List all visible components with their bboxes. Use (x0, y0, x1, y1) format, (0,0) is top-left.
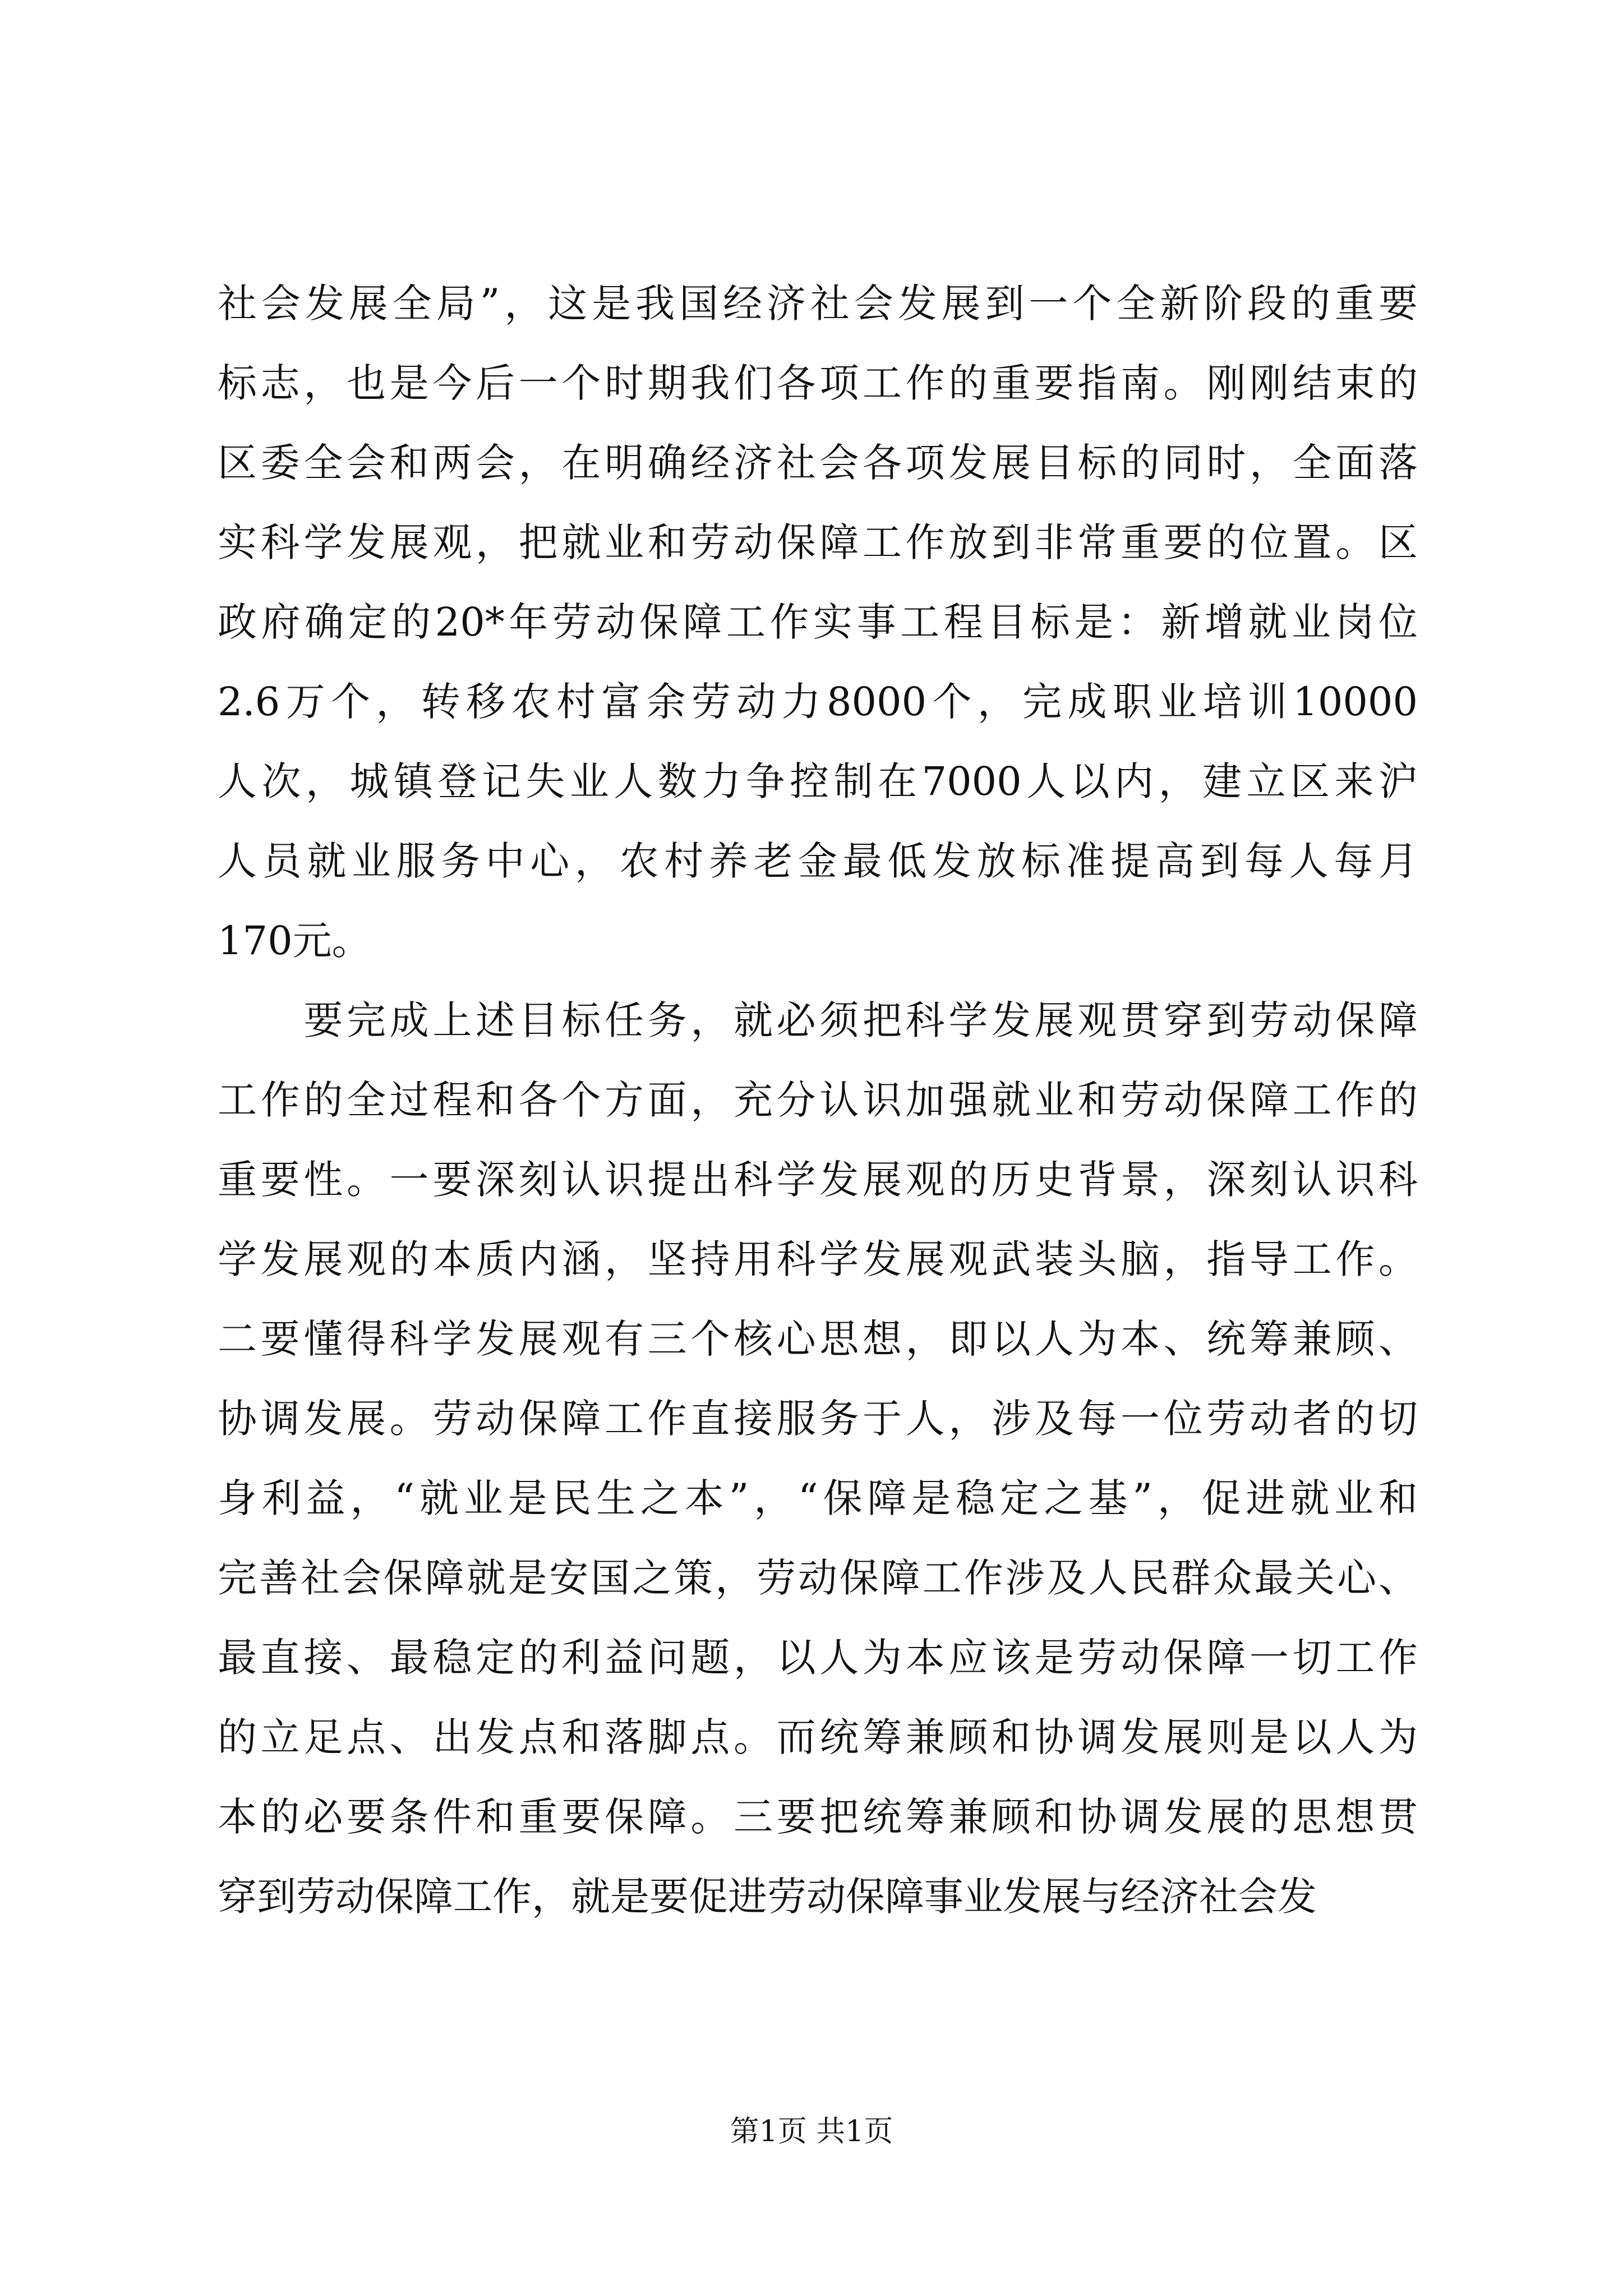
paragraph-2-line: 穿到劳动保障工作，就是要促进劳动保障事业发展与经济社会发 (218, 1874, 1317, 1920)
paragraph-2-line: 二要懂得科学发展观有三个核心思想，即以人为本、统筹兼顾、 (218, 1316, 1418, 1362)
paragraph-2-line: 最直接、最稳定的利益问题，以人为本应该是劳动保障一切工作 (218, 1635, 1418, 1681)
page-footer: 第1页 共1页 (730, 2115, 893, 2148)
paragraph-2-line: 完善社会保障就是安国之策，劳动保障工作涉及人民群众最关心、 (218, 1555, 1418, 1601)
paragraph-2-line: 协调发展。劳动保障工作直接服务于人，涉及每一位劳动者的切 (218, 1396, 1418, 1442)
paragraph-1-line: 标志，也是今后一个时期我们各项工作的重要指南。刚刚结束的 (218, 360, 1418, 406)
paragraph-1-line: 人次，城镇登记失业人数力争控制在7000人以内，建立区来沪 (218, 758, 1418, 804)
paragraph-2-line: 本的必要条件和重要保障。三要把统筹兼顾和协调发展的思想贯 (218, 1794, 1418, 1840)
paragraph-1-line: 社会发展全局”，这是我国经济社会发展到一个全新阶段的重要 (218, 280, 1418, 326)
paragraph-2-line: 要完成上述目标任务，就必须把科学发展观贯穿到劳动保障 (218, 997, 1418, 1043)
paragraph-1-line: 2.6万个，转移农村富余劳动力8000个，完成职业培训10000 (218, 679, 1418, 725)
paragraph-1-line: 人员就业服务中心，农村养老金最低发放标准提高到每人每月 (218, 838, 1418, 884)
paragraph-1-line: 区委全会和两会，在明确经济社会各项发展目标的同时，全面落 (218, 440, 1418, 486)
paragraph-2-line: 的立足点、出发点和落脚点。而统筹兼顾和协调发展则是以人为 (218, 1714, 1418, 1760)
document-body (218, 264, 1418, 1936)
paragraph-2-line: 工作的全过程和各个方面，充分认识加强就业和劳动保障工作的 (218, 1077, 1418, 1123)
paragraph-2-line: 重要性。一要深刻认识提出科学发展观的历史背景，深刻认识科 (218, 1157, 1418, 1203)
paragraph-1-line: 政府确定的20*年劳动保障工作实事工程目标是：新增就业岗位 (218, 599, 1418, 645)
paragraph-1-line: 170元。 (218, 918, 371, 964)
paragraph-1-line: 实科学发展观，把就业和劳动保障工作放到非常重要的位置。区 (218, 519, 1418, 565)
paragraph-2-line: 身利益，“就业是民生之本”，“保障是稳定之基”，促进就业和 (218, 1475, 1418, 1521)
paragraph-2-line: 学发展观的本质内涵，坚持用科学发展观武装头脑，指导工作。 (218, 1236, 1418, 1282)
